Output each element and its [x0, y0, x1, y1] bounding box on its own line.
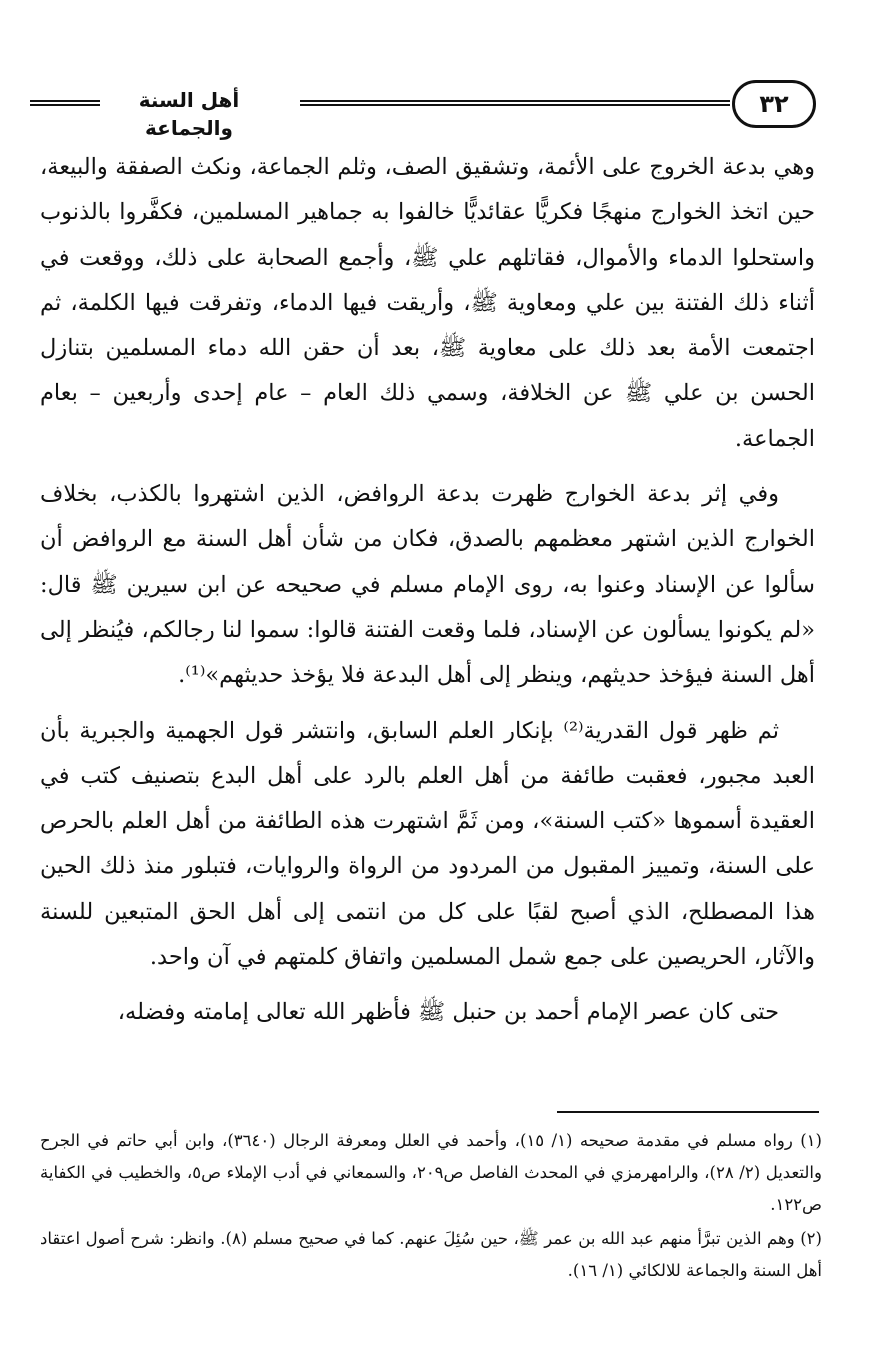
footnotes	[40, 1125, 822, 1287]
page-header	[30, 80, 820, 140]
paragraph-3: ثم ظهر قول القدرية⁽²⁾ بإنكار العلم السابق، وانتشر قول الجهمية والجبرية بأن العبد مجبور، فعقبت طائفة من أهل العلم بالرد على أهل البدع بتصنيف كتب في العقيدة أسموها «كتب السنة»، ومن ثَمَّ اشتهرت هذه الطائفة من أهل العلم بالحرص على السنة، وتمييز المقبول من المردود من الرواة والروايات، فتبلور منذ ذلك الحين هذا المصطلح، الذي أصبح لقبًا على كل من انتمى إلى أهل الحق المتبعين للسنة والآثار، الحريصين على جمع شمل المسلمين واتفاق كلمتهم في آن واحد.	[40, 717, 815, 971]
header-rule-right	[300, 100, 730, 106]
paragraph-1: وهي بدعة الخروج على الأئمة، وتشقيق الصف، وثلم الجماعة، ونكث الصفقة والبيعة، حين اتخذ الخوارج منهجًا فكريًّا عقائديًّا خالفوا به جماهير المسلمين، فكفَّروا بالذنوب واستحلوا الدماء والأموال، فقاتلهم علي ﷺ، وأجمع الصحابة على ذلك، ووقعت في أثناء ذلك الفتنة بين علي ومعاوية ﷺ، وأريقت فيها الدماء، وتفرقت فيها الكلمة، ثم اجتمعت الأمة بعد ذلك على معاوية ﷺ، بعد أن حقن الله دماء المسلمين بتنازل الحسن بن علي ﷺ عن الخلافة، وسمي ذلك العام – عام إحدى وأربعين – بعام الجماعة.	[40, 154, 815, 452]
page-number: ٣٢	[732, 80, 816, 128]
paragraph-4: حتى كان عصر الإمام أحمد بن حنبل ﷺ فأظهر الله تعالى إمامته وفضله،	[117, 999, 779, 1026]
header-rule-left	[30, 100, 100, 106]
footnote-separator	[557, 1111, 819, 1113]
footnote-2: (٢) وهم الذين تبرَّأ منهم عبد الله بن عمر ﷺ، حين سُئِلَ عنهم. كما في صحيح مسلم (٨). وانظر: شرح أصول اعتقاد أهل السنة والجماعة للالكائي (١/ ١٦).	[40, 1229, 822, 1280]
paragraph-2: وفي إثر بدعة الخوارج ظهرت بدعة الروافض، الذين اشتهروا بالكذب، بخلاف الخوارج الذين اشتهر معظمهم بالصدق، فكان من شأن أهل السنة مع الروافض أن سألوا عن الإسناد وعنوا به، روى الإمام مسلم في صحيحه عن ابن سيرين ﷺ قال: «لم يكونوا يسألون عن الإسناد، فلما وقعت الفتنة قالوا: سموا لنا رجالكم، فيُنظر إلى أهل السنة فيؤخذ حديثهم، وينظر إلى أهل البدعة فلا يؤخذ حديثهم»⁽¹⁾.	[40, 481, 815, 689]
running-title: أهل السنة والجماعة	[138, 88, 240, 140]
main-text	[40, 145, 815, 1036]
footnote-1: (١) رواه مسلم في مقدمة صحيحه (١/ ١٥)، وأحمد في العلل ومعرفة الرجال (٣٦٤٠)، وابن أبي حاتم في الجرح والتعديل (٢/ ٢٨)، والرامهرمزي في المحدث الفاصل ص٢٠٩، والسمعاني في أدب الإملاء ص٥، والخطيب في الكفاية ص١٢٢.	[40, 1131, 822, 1214]
